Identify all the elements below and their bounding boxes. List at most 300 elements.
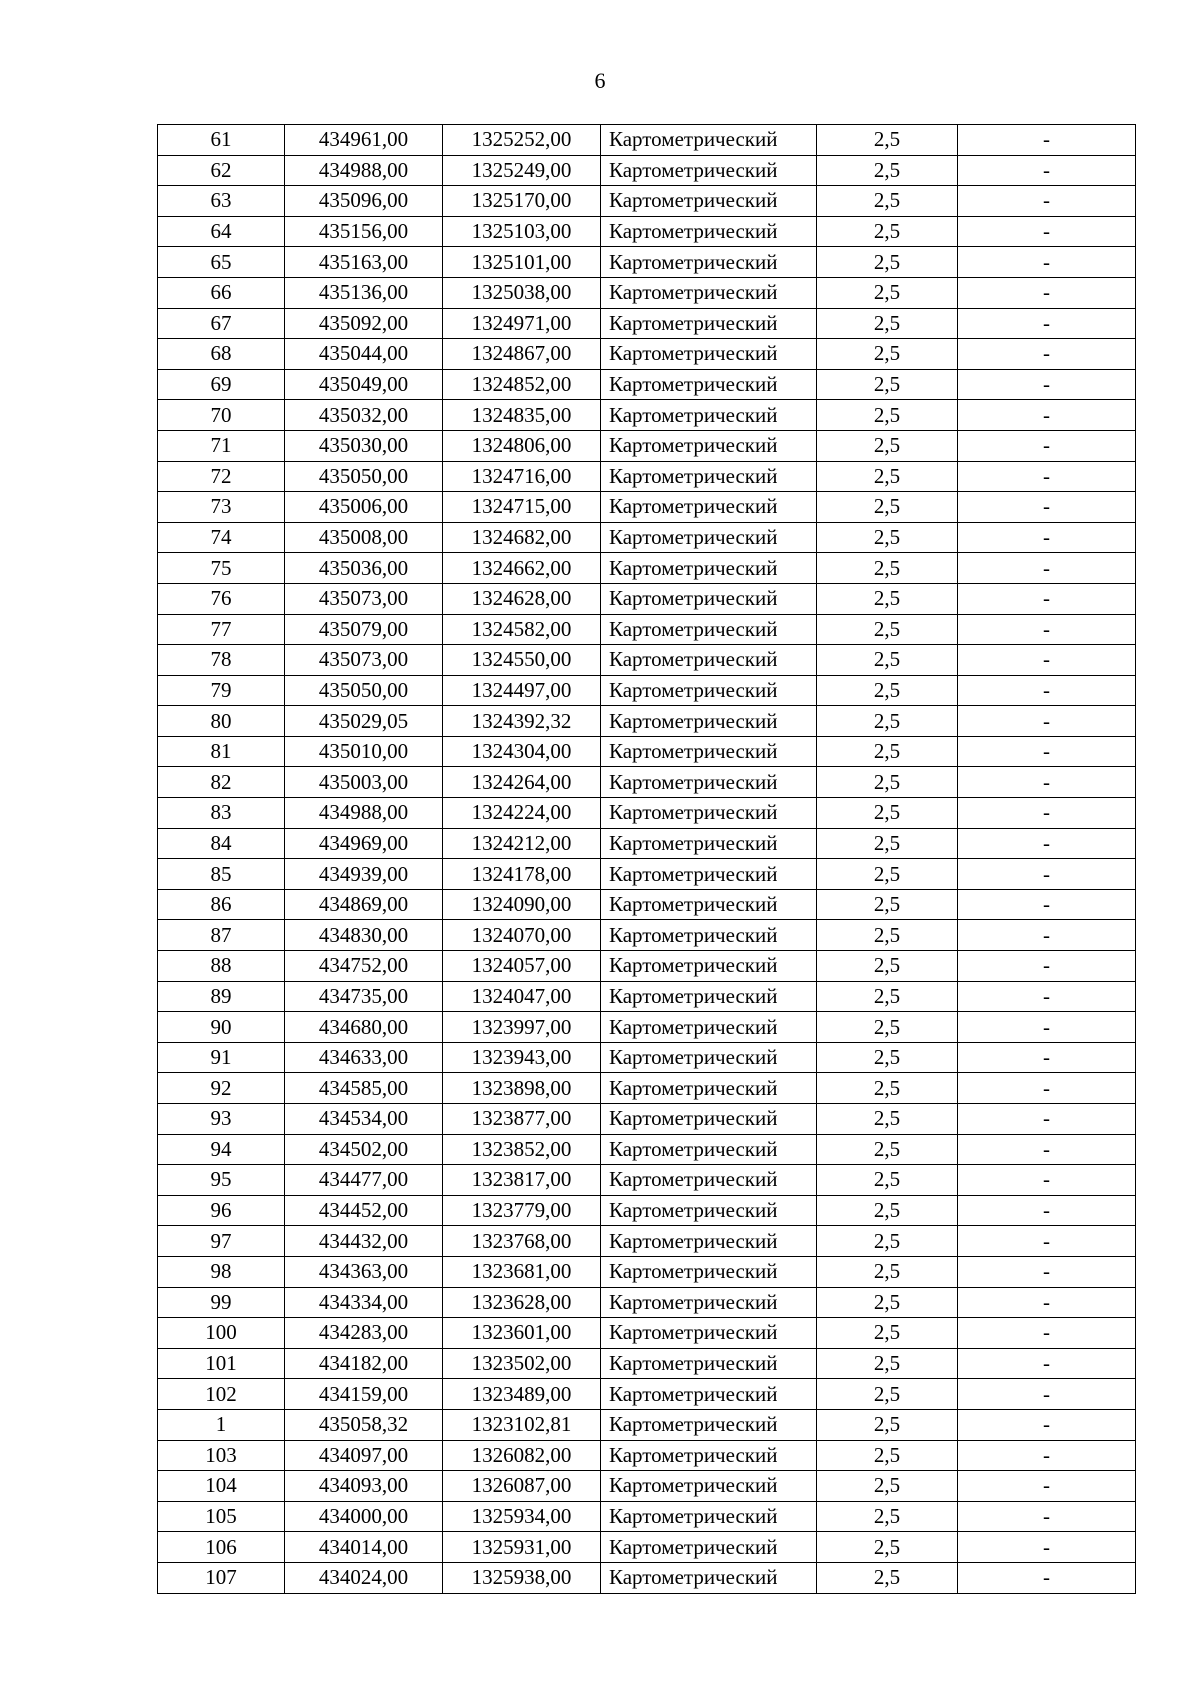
- table-row: [158, 1256, 1136, 1287]
- table-row: [158, 920, 1136, 951]
- method-cell: Картометрический: [601, 1318, 817, 1349]
- y-coordinate-cell: 1324304,00: [443, 736, 601, 767]
- y-coordinate-cell: 1324224,00: [443, 798, 601, 829]
- x-coordinate-cell: 435058,32: [285, 1409, 443, 1440]
- x-coordinate-cell: 435073,00: [285, 583, 443, 614]
- page-number: 6: [594, 68, 606, 93]
- method-cell: Картометрический: [601, 1042, 817, 1073]
- accuracy-cell: 2,5: [817, 1042, 958, 1073]
- accuracy-cell: 2,5: [817, 1318, 958, 1349]
- x-coordinate-cell: 435030,00: [285, 430, 443, 461]
- table-row: [158, 1348, 1136, 1379]
- x-coordinate-cell: 435032,00: [285, 400, 443, 431]
- method-cell: Картометрический: [601, 1134, 817, 1165]
- point-number-cell: 97: [158, 1226, 285, 1257]
- note-cell: -: [958, 1134, 1136, 1165]
- method-cell: Картометрический: [601, 1104, 817, 1135]
- note-cell: -: [958, 889, 1136, 920]
- point-number-cell: 72: [158, 461, 285, 492]
- point-number-cell: 93: [158, 1104, 285, 1135]
- accuracy-cell: 2,5: [817, 1104, 958, 1135]
- accuracy-cell: 2,5: [817, 553, 958, 584]
- accuracy-cell: 2,5: [817, 1440, 958, 1471]
- table-row: [158, 339, 1136, 370]
- method-cell: Картометрический: [601, 216, 817, 247]
- x-coordinate-cell: 435008,00: [285, 522, 443, 553]
- note-cell: -: [958, 1012, 1136, 1043]
- point-number-cell: 74: [158, 522, 285, 553]
- y-coordinate-cell: 1323628,00: [443, 1287, 601, 1318]
- point-number-cell: 76: [158, 583, 285, 614]
- y-coordinate-cell: 1324682,00: [443, 522, 601, 553]
- method-cell: Картометрический: [601, 583, 817, 614]
- point-number-cell: 68: [158, 339, 285, 370]
- method-cell: Картометрический: [601, 492, 817, 523]
- table-row: [158, 1501, 1136, 1532]
- note-cell: -: [958, 522, 1136, 553]
- x-coordinate-cell: 434585,00: [285, 1073, 443, 1104]
- y-coordinate-cell: 1325934,00: [443, 1501, 601, 1532]
- table-row: [158, 1471, 1136, 1502]
- table-row: [158, 553, 1136, 584]
- accuracy-cell: 2,5: [817, 583, 958, 614]
- table-row: [158, 1134, 1136, 1165]
- table-row: [158, 522, 1136, 553]
- point-number-cell: 71: [158, 430, 285, 461]
- accuracy-cell: 2,5: [817, 1532, 958, 1563]
- x-coordinate-cell: 434961,00: [285, 125, 443, 156]
- y-coordinate-cell: 1324057,00: [443, 951, 601, 982]
- y-coordinate-cell: 1323943,00: [443, 1042, 601, 1073]
- method-cell: Картометрический: [601, 339, 817, 370]
- table-row: [158, 369, 1136, 400]
- y-coordinate-cell: 1323817,00: [443, 1165, 601, 1196]
- note-cell: -: [958, 155, 1136, 186]
- y-coordinate-cell: 1326082,00: [443, 1440, 601, 1471]
- point-number-cell: 80: [158, 706, 285, 737]
- table-row: [158, 1440, 1136, 1471]
- method-cell: Картометрический: [601, 1012, 817, 1043]
- accuracy-cell: 2,5: [817, 1287, 958, 1318]
- coordinates-table: [157, 124, 1136, 1594]
- note-cell: -: [958, 951, 1136, 982]
- note-cell: -: [958, 736, 1136, 767]
- note-cell: -: [958, 859, 1136, 890]
- method-cell: Картометрический: [601, 247, 817, 278]
- note-cell: -: [958, 981, 1136, 1012]
- accuracy-cell: 2,5: [817, 1226, 958, 1257]
- accuracy-cell: 2,5: [817, 951, 958, 982]
- y-coordinate-cell: 1324070,00: [443, 920, 601, 951]
- table-row: [158, 492, 1136, 523]
- x-coordinate-cell: 434988,00: [285, 155, 443, 186]
- x-coordinate-cell: 435036,00: [285, 553, 443, 584]
- accuracy-cell: 2,5: [817, 798, 958, 829]
- note-cell: -: [958, 920, 1136, 951]
- x-coordinate-cell: 434534,00: [285, 1104, 443, 1135]
- x-coordinate-cell: 434830,00: [285, 920, 443, 951]
- point-number-cell: 66: [158, 277, 285, 308]
- method-cell: Картометрический: [601, 553, 817, 584]
- x-coordinate-cell: 435003,00: [285, 767, 443, 798]
- note-cell: -: [958, 1195, 1136, 1226]
- table-row: [158, 1104, 1136, 1135]
- y-coordinate-cell: 1324628,00: [443, 583, 601, 614]
- accuracy-cell: 2,5: [817, 767, 958, 798]
- y-coordinate-cell: 1323489,00: [443, 1379, 601, 1410]
- note-cell: -: [958, 1226, 1136, 1257]
- accuracy-cell: 2,5: [817, 1471, 958, 1502]
- accuracy-cell: 2,5: [817, 1195, 958, 1226]
- y-coordinate-cell: 1325101,00: [443, 247, 601, 278]
- note-cell: -: [958, 706, 1136, 737]
- y-coordinate-cell: 1325938,00: [443, 1562, 601, 1593]
- x-coordinate-cell: 434735,00: [285, 981, 443, 1012]
- x-coordinate-cell: 434680,00: [285, 1012, 443, 1043]
- x-coordinate-cell: 434633,00: [285, 1042, 443, 1073]
- y-coordinate-cell: 1324715,00: [443, 492, 601, 523]
- point-number-cell: 89: [158, 981, 285, 1012]
- accuracy-cell: 2,5: [817, 828, 958, 859]
- accuracy-cell: 2,5: [817, 461, 958, 492]
- point-number-cell: 100: [158, 1318, 285, 1349]
- accuracy-cell: 2,5: [817, 981, 958, 1012]
- table-row: [158, 400, 1136, 431]
- accuracy-cell: 2,5: [817, 125, 958, 156]
- point-number-cell: 82: [158, 767, 285, 798]
- table-row: [158, 1379, 1136, 1410]
- y-coordinate-cell: 1324047,00: [443, 981, 601, 1012]
- note-cell: -: [958, 461, 1136, 492]
- y-coordinate-cell: 1324971,00: [443, 308, 601, 339]
- note-cell: -: [958, 553, 1136, 584]
- point-number-cell: 77: [158, 614, 285, 645]
- point-number-cell: 102: [158, 1379, 285, 1410]
- method-cell: Картометрический: [601, 889, 817, 920]
- table-row: [158, 1195, 1136, 1226]
- point-number-cell: 85: [158, 859, 285, 890]
- table-row: [158, 1562, 1136, 1593]
- y-coordinate-cell: 1324090,00: [443, 889, 601, 920]
- method-cell: Картометрический: [601, 155, 817, 186]
- y-coordinate-cell: 1323681,00: [443, 1256, 601, 1287]
- note-cell: -: [958, 1409, 1136, 1440]
- y-coordinate-cell: 1323779,00: [443, 1195, 601, 1226]
- y-coordinate-cell: 1323768,00: [443, 1226, 601, 1257]
- point-number-cell: 69: [158, 369, 285, 400]
- method-cell: Картометрический: [601, 920, 817, 951]
- x-coordinate-cell: 435010,00: [285, 736, 443, 767]
- accuracy-cell: 2,5: [817, 1379, 958, 1410]
- point-number-cell: 105: [158, 1501, 285, 1532]
- y-coordinate-cell: 1324497,00: [443, 675, 601, 706]
- point-number-cell: 83: [158, 798, 285, 829]
- table-row: [158, 1073, 1136, 1104]
- y-coordinate-cell: 1326087,00: [443, 1471, 601, 1502]
- note-cell: -: [958, 583, 1136, 614]
- point-number-cell: 84: [158, 828, 285, 859]
- x-coordinate-cell: 434869,00: [285, 889, 443, 920]
- table-row: [158, 767, 1136, 798]
- accuracy-cell: 2,5: [817, 889, 958, 920]
- point-number-cell: 95: [158, 1165, 285, 1196]
- y-coordinate-cell: 1324835,00: [443, 400, 601, 431]
- x-coordinate-cell: 435050,00: [285, 461, 443, 492]
- note-cell: -: [958, 645, 1136, 676]
- point-number-cell: 87: [158, 920, 285, 951]
- y-coordinate-cell: 1325038,00: [443, 277, 601, 308]
- method-cell: Картометрический: [601, 645, 817, 676]
- method-cell: Картометрический: [601, 1256, 817, 1287]
- note-cell: -: [958, 1532, 1136, 1563]
- x-coordinate-cell: 434024,00: [285, 1562, 443, 1593]
- x-coordinate-cell: 435079,00: [285, 614, 443, 645]
- table-row: [158, 1226, 1136, 1257]
- note-cell: -: [958, 1562, 1136, 1593]
- table-row: [158, 798, 1136, 829]
- point-number-cell: 70: [158, 400, 285, 431]
- table-row: [158, 614, 1136, 645]
- y-coordinate-cell: 1324264,00: [443, 767, 601, 798]
- method-cell: Картометрический: [601, 859, 817, 890]
- y-coordinate-cell: 1325249,00: [443, 155, 601, 186]
- point-number-cell: 75: [158, 553, 285, 584]
- note-cell: -: [958, 186, 1136, 217]
- accuracy-cell: 2,5: [817, 1134, 958, 1165]
- accuracy-cell: 2,5: [817, 247, 958, 278]
- table-row: [158, 216, 1136, 247]
- method-cell: Картометрический: [601, 1409, 817, 1440]
- y-coordinate-cell: 1323877,00: [443, 1104, 601, 1135]
- note-cell: -: [958, 430, 1136, 461]
- x-coordinate-cell: 435156,00: [285, 216, 443, 247]
- x-coordinate-cell: 435163,00: [285, 247, 443, 278]
- method-cell: Картометрический: [601, 1195, 817, 1226]
- point-number-cell: 96: [158, 1195, 285, 1226]
- method-cell: Картометрический: [601, 308, 817, 339]
- method-cell: Картометрический: [601, 1471, 817, 1502]
- y-coordinate-cell: 1324867,00: [443, 339, 601, 370]
- method-cell: Картометрический: [601, 400, 817, 431]
- note-cell: -: [958, 339, 1136, 370]
- method-cell: Картометрический: [601, 1073, 817, 1104]
- table-row: [158, 1287, 1136, 1318]
- x-coordinate-cell: 434093,00: [285, 1471, 443, 1502]
- point-number-cell: 99: [158, 1287, 285, 1318]
- method-cell: Картометрический: [601, 369, 817, 400]
- note-cell: -: [958, 1440, 1136, 1471]
- method-cell: Картометрический: [601, 828, 817, 859]
- y-coordinate-cell: 1324178,00: [443, 859, 601, 890]
- x-coordinate-cell: 434182,00: [285, 1348, 443, 1379]
- table-row: [158, 1409, 1136, 1440]
- point-number-cell: 67: [158, 308, 285, 339]
- table-row: [158, 461, 1136, 492]
- table-row: [158, 583, 1136, 614]
- x-coordinate-cell: 434014,00: [285, 1532, 443, 1563]
- accuracy-cell: 2,5: [817, 1348, 958, 1379]
- table-row: [158, 1318, 1136, 1349]
- table-row: [158, 1042, 1136, 1073]
- table-row: [158, 277, 1136, 308]
- note-cell: -: [958, 247, 1136, 278]
- method-cell: Картометрический: [601, 186, 817, 217]
- point-number-cell: 101: [158, 1348, 285, 1379]
- note-cell: -: [958, 1379, 1136, 1410]
- accuracy-cell: 2,5: [817, 920, 958, 951]
- x-coordinate-cell: 435044,00: [285, 339, 443, 370]
- y-coordinate-cell: 1324806,00: [443, 430, 601, 461]
- x-coordinate-cell: 435073,00: [285, 645, 443, 676]
- y-coordinate-cell: 1323502,00: [443, 1348, 601, 1379]
- accuracy-cell: 2,5: [817, 1073, 958, 1104]
- x-coordinate-cell: 434502,00: [285, 1134, 443, 1165]
- table-row: [158, 186, 1136, 217]
- y-coordinate-cell: 1325170,00: [443, 186, 601, 217]
- point-number-cell: 61: [158, 125, 285, 156]
- note-cell: -: [958, 614, 1136, 645]
- point-number-cell: 98: [158, 1256, 285, 1287]
- note-cell: -: [958, 828, 1136, 859]
- point-number-cell: 88: [158, 951, 285, 982]
- x-coordinate-cell: 435006,00: [285, 492, 443, 523]
- y-coordinate-cell: 1323852,00: [443, 1134, 601, 1165]
- y-coordinate-cell: 1324550,00: [443, 645, 601, 676]
- point-number-cell: 63: [158, 186, 285, 217]
- accuracy-cell: 2,5: [817, 736, 958, 767]
- table-row: [158, 155, 1136, 186]
- note-cell: -: [958, 1256, 1136, 1287]
- accuracy-cell: 2,5: [817, 155, 958, 186]
- x-coordinate-cell: 435096,00: [285, 186, 443, 217]
- method-cell: Картометрический: [601, 706, 817, 737]
- point-number-cell: 107: [158, 1562, 285, 1593]
- table-row: [158, 951, 1136, 982]
- point-number-cell: 65: [158, 247, 285, 278]
- method-cell: Картометрический: [601, 1440, 817, 1471]
- y-coordinate-cell: 1324212,00: [443, 828, 601, 859]
- method-cell: Картометрический: [601, 614, 817, 645]
- table-row: [158, 125, 1136, 156]
- accuracy-cell: 2,5: [817, 859, 958, 890]
- note-cell: -: [958, 369, 1136, 400]
- note-cell: -: [958, 216, 1136, 247]
- table-row: [158, 736, 1136, 767]
- accuracy-cell: 2,5: [817, 645, 958, 676]
- note-cell: -: [958, 1073, 1136, 1104]
- x-coordinate-cell: 434988,00: [285, 798, 443, 829]
- point-number-cell: 79: [158, 675, 285, 706]
- method-cell: Картометрический: [601, 1501, 817, 1532]
- table-row: [158, 706, 1136, 737]
- accuracy-cell: 2,5: [817, 675, 958, 706]
- method-cell: Картометрический: [601, 1165, 817, 1196]
- accuracy-cell: 2,5: [817, 1256, 958, 1287]
- method-cell: Картометрический: [601, 1562, 817, 1593]
- accuracy-cell: 2,5: [817, 614, 958, 645]
- note-cell: -: [958, 675, 1136, 706]
- y-coordinate-cell: 1324582,00: [443, 614, 601, 645]
- point-number-cell: 104: [158, 1471, 285, 1502]
- point-number-cell: 81: [158, 736, 285, 767]
- x-coordinate-cell: 434432,00: [285, 1226, 443, 1257]
- x-coordinate-cell: 434452,00: [285, 1195, 443, 1226]
- x-coordinate-cell: 435050,00: [285, 675, 443, 706]
- accuracy-cell: 2,5: [817, 400, 958, 431]
- method-cell: Картометрический: [601, 430, 817, 461]
- method-cell: Картометрический: [601, 951, 817, 982]
- point-number-cell: 78: [158, 645, 285, 676]
- point-number-cell: 91: [158, 1042, 285, 1073]
- note-cell: -: [958, 492, 1136, 523]
- y-coordinate-cell: 1323898,00: [443, 1073, 601, 1104]
- accuracy-cell: 2,5: [817, 1501, 958, 1532]
- accuracy-cell: 2,5: [817, 308, 958, 339]
- method-cell: Картометрический: [601, 798, 817, 829]
- x-coordinate-cell: 434969,00: [285, 828, 443, 859]
- y-coordinate-cell: 1324852,00: [443, 369, 601, 400]
- table-row: [158, 308, 1136, 339]
- accuracy-cell: 2,5: [817, 277, 958, 308]
- x-coordinate-cell: 434939,00: [285, 859, 443, 890]
- method-cell: Картометрический: [601, 1226, 817, 1257]
- table-row: [158, 1165, 1136, 1196]
- x-coordinate-cell: 435029,05: [285, 706, 443, 737]
- accuracy-cell: 2,5: [817, 1165, 958, 1196]
- note-cell: -: [958, 1042, 1136, 1073]
- note-cell: -: [958, 1287, 1136, 1318]
- method-cell: Картометрический: [601, 1379, 817, 1410]
- y-coordinate-cell: 1325931,00: [443, 1532, 601, 1563]
- table-row: [158, 1012, 1136, 1043]
- x-coordinate-cell: 434752,00: [285, 951, 443, 982]
- point-number-cell: 94: [158, 1134, 285, 1165]
- coordinates-table-body: [158, 125, 1136, 1594]
- method-cell: Картометрический: [601, 675, 817, 706]
- note-cell: -: [958, 308, 1136, 339]
- y-coordinate-cell: 1323997,00: [443, 1012, 601, 1043]
- y-coordinate-cell: 1324392,32: [443, 706, 601, 737]
- x-coordinate-cell: 435092,00: [285, 308, 443, 339]
- note-cell: -: [958, 1318, 1136, 1349]
- x-coordinate-cell: 435049,00: [285, 369, 443, 400]
- y-coordinate-cell: 1324716,00: [443, 461, 601, 492]
- note-cell: -: [958, 1348, 1136, 1379]
- table-row: [158, 247, 1136, 278]
- accuracy-cell: 2,5: [817, 1562, 958, 1593]
- accuracy-cell: 2,5: [817, 339, 958, 370]
- method-cell: Картометрический: [601, 522, 817, 553]
- point-number-cell: 106: [158, 1532, 285, 1563]
- note-cell: -: [958, 400, 1136, 431]
- note-cell: -: [958, 767, 1136, 798]
- table-row: [158, 859, 1136, 890]
- accuracy-cell: 2,5: [817, 216, 958, 247]
- x-coordinate-cell: 434334,00: [285, 1287, 443, 1318]
- y-coordinate-cell: 1325252,00: [443, 125, 601, 156]
- method-cell: Картометрический: [601, 1287, 817, 1318]
- accuracy-cell: 2,5: [817, 430, 958, 461]
- accuracy-cell: 2,5: [817, 1409, 958, 1440]
- point-number-cell: 90: [158, 1012, 285, 1043]
- point-number-cell: 92: [158, 1073, 285, 1104]
- accuracy-cell: 2,5: [817, 186, 958, 217]
- table-row: [158, 889, 1136, 920]
- x-coordinate-cell: 434477,00: [285, 1165, 443, 1196]
- accuracy-cell: 2,5: [817, 706, 958, 737]
- y-coordinate-cell: 1325103,00: [443, 216, 601, 247]
- point-number-cell: 103: [158, 1440, 285, 1471]
